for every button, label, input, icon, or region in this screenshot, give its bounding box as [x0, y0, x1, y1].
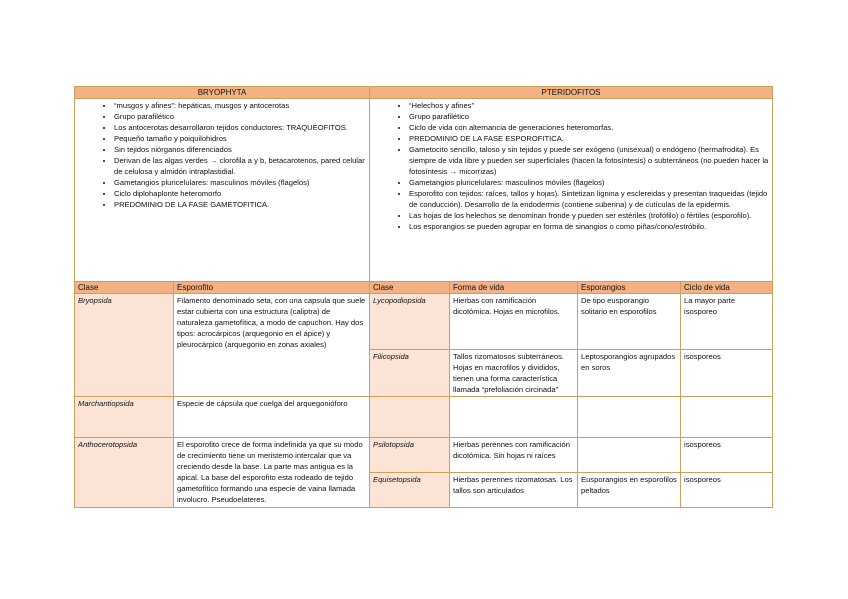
- list-item: • Gametangios pluricelulares: masculinos móviles (flagelos): [409, 177, 769, 188]
- list-item: • Grupo parafilético: [114, 111, 366, 122]
- bryophyta-title: BRYOPHYTA: [75, 87, 370, 99]
- list-item: • Sin tejidos niórganos diferenciados: [114, 144, 366, 155]
- pteridofitos-class-cell-filler: [370, 397, 450, 438]
- list-item: • PREDOMINIO DE LA FASE ESPOROFITICA.: [409, 133, 769, 144]
- pteridofitos-title: PTERIDOFITOS: [370, 87, 773, 99]
- list-item: • Los esporangios se pueden agrupar en forma de sinangios o como piñas/cono/estróbilo.: [409, 221, 769, 232]
- list-item: • Gametocito sencillo, taloso y sin tejidos y puede ser exógeno (unisexual) o endógeno (hermafrodita). Es siempre de vida libre y pueden ser superficiales (hacen la fotosíntesis) o subterráneos (no pueden hacer la fotosíntesis → micorrizas): [409, 144, 769, 177]
- comparison-table: [74, 86, 773, 508]
- comparison-table-page: [74, 86, 772, 508]
- pteridofitos-forma-cell: Hierbas perennes con ramificación dicotómica. Sin hojas ni raíces: [450, 438, 578, 473]
- bryophyta-header-clase: Clase: [75, 282, 174, 294]
- list-item: • Esporofito con tejidos: raíces, tallos y hojas). Sintetizan lignina y esclereidas y presentan traqueidas (tejido de conducción). Desarrollo de la endodermis (contiene suberina) y de cutículas de la epidermis.: [409, 188, 769, 210]
- bryophyta-esporofito-cell: El esporofito crece de forma indefinida ya que su modo de crecimiento tiene un meristemo intercalar que va creciendo desde la base. La parte mas antigua es la apical. La base del esporofito esta rodeado de tejido gametofítico formando una especie de vaina llamada involucro. Pseudoelateres.: [174, 438, 370, 508]
- pteridofitos-esporangios-cell: [578, 438, 681, 473]
- pteridofitos-header-ciclo: Ciclo de vida: [681, 282, 773, 294]
- pteridofitos-esporangios-cell-filler: [578, 397, 681, 438]
- pteridofitos-forma-cell: Hierbas perennes rizomatosas. Los tallos son articulados: [450, 473, 578, 508]
- bryophyta-esporofito-cell: Especie de cápsula que cuelga del arquegonióforo: [174, 397, 370, 438]
- pteridofitos-forma-cell: Tallos rizomatosos subterráneos. Hojas en macrofilos y divididos, tienen una forma característica llamada “prefoliación circinada”: [450, 350, 578, 397]
- pteridofitos-header-forma: Forma de vida: [450, 282, 578, 294]
- pteridofitos-ciclo-cell: La mayor parte isosporeo: [681, 294, 773, 350]
- pteridofitos-class-cell: Lycopodiopsida: [370, 294, 450, 350]
- pteridofitos-forma-cell-filler: [450, 397, 578, 438]
- pteridofitos-esporangios-cell: De tipo eusporangio solitario en esporofilos: [578, 294, 681, 350]
- pteridofitos-ciclo-cell: isosporeos: [681, 473, 773, 508]
- list-item: • Gametangios pluricelulares: masculinos móviles (flagelos): [114, 177, 366, 188]
- list-item: • Las hojas de los helechos se denominan fronde y pueden ser estériles (trofófilo) o fértiles (esporofilo).: [409, 210, 769, 221]
- bryophyta-header-esporofito: Esporofito: [174, 282, 370, 294]
- list-item: • PREDOMINIO DE LA FASE GAMETOFITICA.: [114, 199, 366, 210]
- bryophyta-summary: [75, 99, 370, 282]
- list-item: • Los antocerotas desarrollaron tejidos conductores: TRAQUEOFITOS.: [114, 122, 366, 133]
- list-item: • Pequeño tamaño y poiquilohidros: [114, 133, 366, 144]
- pteridofitos-class-cell: Psilotopsida: [370, 438, 450, 473]
- pteridofitos-ciclo-cell-filler: [681, 397, 773, 438]
- list-item: • Derivan de las algas verdes → clorofila a y b, betacarotenos, pared celular de celulosa y almidón intraplastidial.: [114, 155, 366, 177]
- pteridofitos-summary: [370, 99, 773, 282]
- list-item: • “musgos y afines”: hepáticas, musgos y antocerotas: [114, 100, 366, 111]
- list-item: • Ciclo de vida con alternancia de generaciones heteromorfas.: [409, 122, 769, 133]
- pteridofitos-ciclo-cell: isosporeos: [681, 438, 773, 473]
- list-item: • Ciclo diplohaplonte heteromorfo: [114, 188, 366, 199]
- bryophyta-class-cell: Bryopsida: [75, 294, 174, 397]
- pteridofitos-ciclo-cell: isosporeos: [681, 350, 773, 397]
- bryophyta-bullet-list: [78, 100, 366, 210]
- pteridofitos-header-clase: Clase: [370, 282, 450, 294]
- pteridofitos-forma-cell: Hierbas con ramificación dicotómica. Hojas en microfilos.: [450, 294, 578, 350]
- pteridofitos-header-esporangios: Esporangios: [578, 282, 681, 294]
- pteridofitos-class-cell: Filicopsida: [370, 350, 450, 397]
- pteridofitos-bullet-list: [373, 100, 769, 232]
- bryophyta-class-cell: Anthocerotopsida: [75, 438, 174, 508]
- list-item: • Grupo parafilético: [409, 111, 769, 122]
- pteridofitos-esporangios-cell: Leptosporangios agrupados en soros: [578, 350, 681, 397]
- pteridofitos-class-cell: Equisetopsida: [370, 473, 450, 508]
- bryophyta-class-cell: Marchantiopsida: [75, 397, 174, 438]
- bryophyta-esporofito-cell: Filamento denominado seta, con una capsula que suele estar cubierta con una estructura (caliptra) de naturaleza gametofítica, a modo de capuchon. Hay dos tipos: acrocárpicos (arquegonio en el ápice) y pleurocárpico (arquegonio en zonas axiales): [174, 294, 370, 397]
- list-item: • “Helechos y afines”: [409, 100, 769, 111]
- pteridofitos-esporangios-cell: Eusporangios en esporofilos peltados: [578, 473, 681, 508]
